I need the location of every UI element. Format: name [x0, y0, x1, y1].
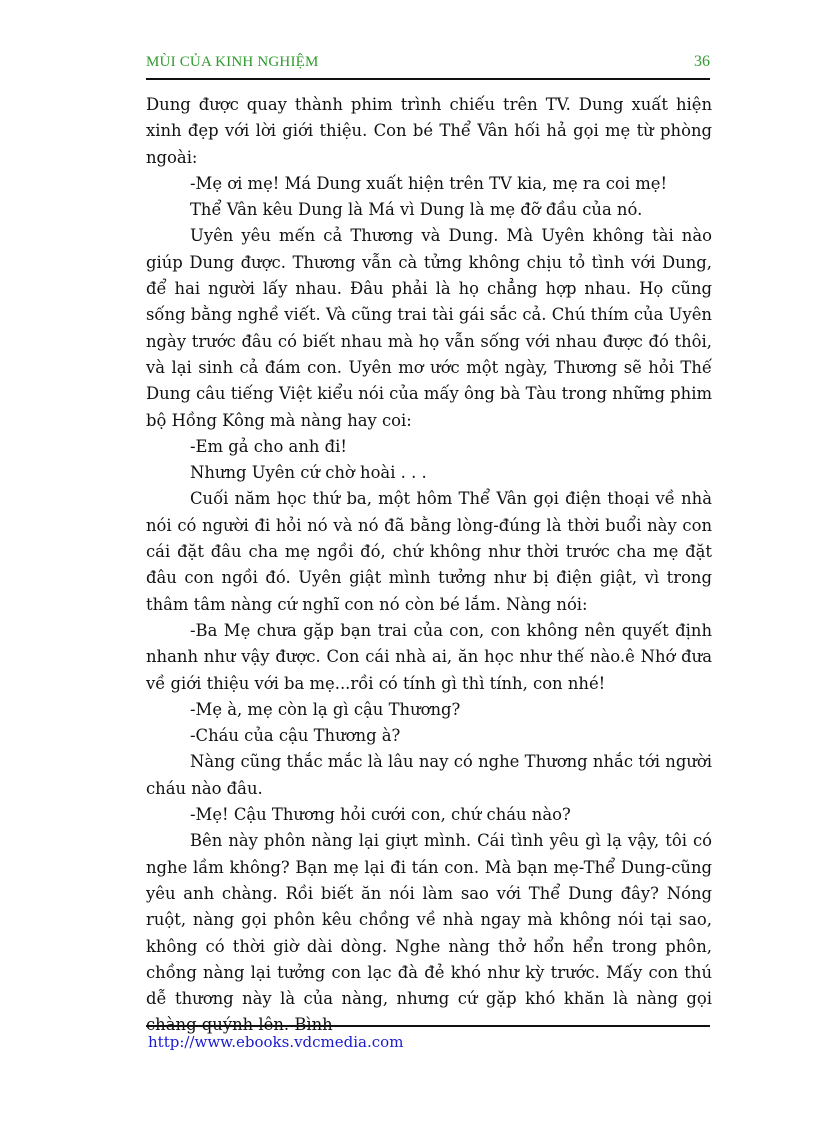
- paragraph: -Mẹ ơi mẹ! Má Dung xuất hiện trên TV kia, mẹ ra coi mẹ!: [190, 173, 668, 193]
- footer-divider: [146, 1025, 710, 1027]
- paragraph: Nàng cũng thắc mắc là lâu nay có nghe Thương nhắc tới người cháu nào đâu.: [146, 752, 712, 798]
- page-header: [146, 52, 710, 80]
- paragraph: -Mẹ! Cậu Thương hỏi cưới con, chứ cháu nào?: [190, 805, 571, 825]
- paragraph: -Em gả cho anh đi!: [190, 436, 347, 456]
- paragraph: Thể Vân kêu Dung là Má vì Dung là mẹ đỡ đầu của nó.: [190, 200, 643, 220]
- paragraph: Nhưng Uyên cứ chờ hoài . . .: [190, 463, 427, 483]
- page-number: 36: [694, 53, 710, 70]
- chapter-title: MÙI CỦA KINH NGHIỆM: [146, 54, 319, 70]
- paragraph: Bên này phôn nàng lại giựt mình. Cái tình yêu gì lạ vậy, tôi có nghe lầm không? Bạn mẹ lại đi tán con. Mà bạn mẹ-Thể Dung-cũng yêu anh chàng. Rồi biết ăn nói làm sao với Thể Dung đây? Nóng ruột, nàng gọi phôn kêu chồng về nhà ngay mà không nói tại sao, không có thời giờ dài dòng. Nghe nàng thở hổn hển trong phôn, chồng nàng lại tưởng con lạc đà đẻ khó như kỳ trước. Mấy con thú dễ thương này là của nàng, nhưng cứ gặp khó khăn là nàng gọi chàng quýnh lên. Bình: [146, 831, 712, 1035]
- paragraph: Dung được quay thành phim trình chiếu trên TV. Dung xuất hiện xinh đẹp với lời giới thiệu. Con bé Thể Vân hối hả gọi mẹ từ phòng ngoài:: [146, 95, 712, 167]
- paragraph: -Mẹ à, mẹ còn lạ gì cậu Thương?: [190, 699, 461, 719]
- paragraph: Uyên yêu mến cả Thương và Dung. Mà Uyên không tài nào giúp Dung được. Thương vẫn cà tửng không chịu tỏ tình với Dung, để hai người lấy nhau. Đâu phải là họ chẳng hợp nhau. Họ cũng sống bằng nghề viết. Và cũng trai tài gái sắc cả. Chú thím của Uyên ngày trước đâu có biết nhau mà họ vẫn sống với nhau được đó thôi, và lại sinh cả đám con. Uyên mơ ước một ngày, Thương sẽ hỏi Thế Dung câu tiếng Việt kiểu nói của mấy ông bà Tàu trong những phim bộ Hồng Kông mà nàng hay coi:: [146, 226, 712, 430]
- footer-url-link[interactable]: http://www.ebooks.vdcmedia.com: [148, 1033, 404, 1051]
- body-text: [146, 92, 712, 1039]
- paragraph: -Cháu của cậu Thương à?: [190, 726, 401, 746]
- paragraph: Cuối năm học thứ ba, một hôm Thể Vân gọi điện thoại về nhà nói có người đi hỏi nó và nó đã bằng lòng-đúng là thời buổi này con cái đặt đâu cha mẹ ngồi đó, chứ không như thời trước cha mẹ đặt đâu con ngồi đó. Uyên giật mình tưởng như bị điện giật, vì trong thâm tâm nàng cứ nghĩ con nó còn bé lắm. Nàng nói:: [146, 489, 712, 614]
- paragraph: -Ba Mẹ chưa gặp bạn trai của con, con không nên quyết định nhanh như vậy được. Con cái nhà ai, ăn học như thế nào.ê Nhớ đưa về giới thiệu với ba mẹ...rồi có tính gì thì tính, con nhé!: [146, 620, 712, 693]
